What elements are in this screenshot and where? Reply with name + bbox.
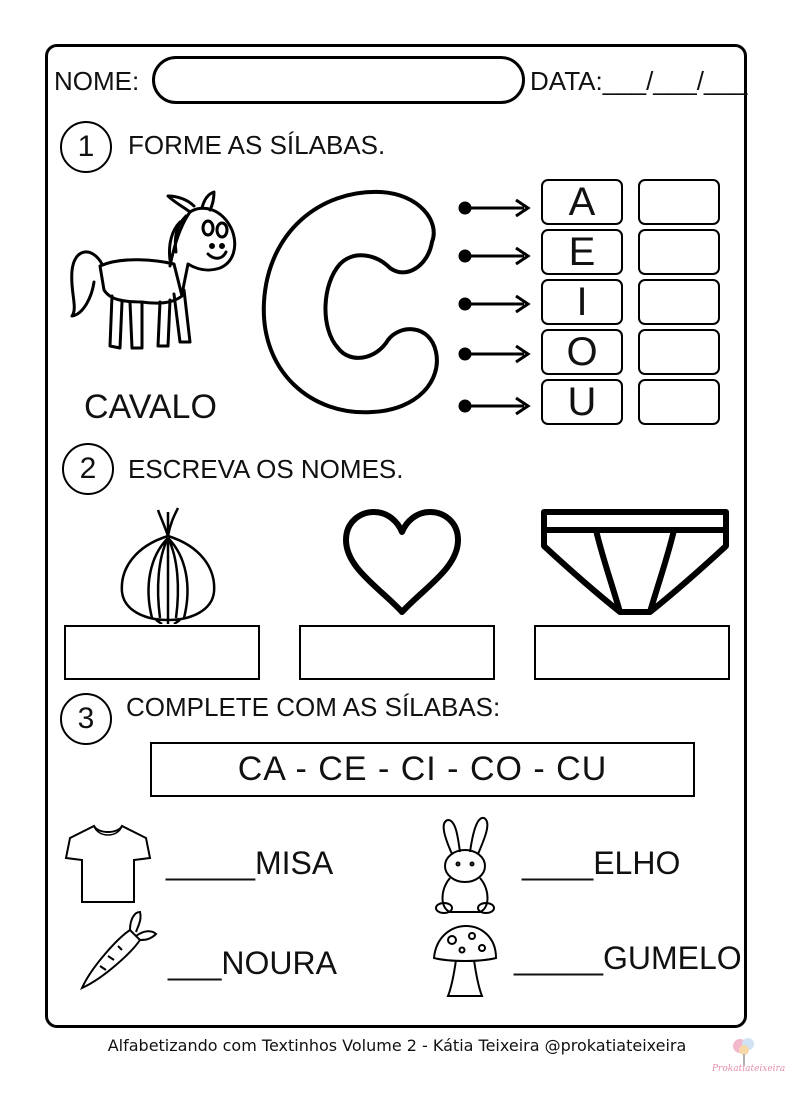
vowel-box-o: O [541, 329, 623, 375]
syllables-box: CA - CE - CI - CO - CU [150, 742, 695, 797]
answer-box-3[interactable] [638, 279, 720, 325]
date-field[interactable]: DATA:___/___/___ [530, 66, 748, 96]
answer-box-2[interactable] [638, 229, 720, 275]
arrow-right-icon [458, 196, 532, 420]
mushroom-icon [430, 922, 500, 1000]
logo-text: Prokatiateixeira [712, 1064, 786, 1074]
tshirt-icon [64, 822, 152, 906]
name-label: NOME: [54, 66, 140, 96]
vowel-box-u: U [541, 379, 623, 425]
picture-word: CAVALO [84, 388, 217, 426]
section-2-title: ESCREVA OS NOMES. [128, 454, 404, 484]
answer-box-5[interactable] [638, 379, 720, 425]
word-elho: ____ELHO [522, 845, 681, 881]
letter-c-graphic [250, 184, 450, 420]
horse-icon [62, 186, 242, 366]
section-1-title: FORME AS SÍLABAS. [128, 130, 386, 160]
rabbit-icon [430, 814, 500, 916]
word-gumelo: _____GUMELO [514, 940, 742, 976]
write-box-1[interactable] [64, 625, 260, 680]
write-box-2[interactable] [299, 625, 495, 680]
onion-icon [116, 506, 220, 624]
section-1-number: 1 [60, 121, 112, 173]
brand-logo [712, 1034, 786, 1082]
vowel-box-i: I [541, 279, 623, 325]
section-3-number: 3 [60, 693, 112, 745]
answer-box-1[interactable] [638, 179, 720, 225]
word-noura: ___NOURA [168, 945, 337, 981]
write-box-3[interactable] [534, 625, 730, 680]
underwear-icon [540, 508, 730, 616]
section-2-number: 2 [62, 443, 114, 495]
vowel-box-a: A [541, 179, 623, 225]
vowel-box-e: E [541, 229, 623, 275]
heart-icon [340, 508, 464, 618]
name-field[interactable] [152, 56, 525, 104]
answer-box-4[interactable] [638, 329, 720, 375]
footer-credit: Alfabetizando com Textinhos Volume 2 - Kátia Teixeira @prokatiateixeira [107, 1036, 687, 1055]
carrot-icon [78, 908, 158, 992]
word-misa: _____MISA [166, 845, 334, 881]
section-3-title: COMPLETE COM AS SÍLABAS: [126, 692, 501, 722]
